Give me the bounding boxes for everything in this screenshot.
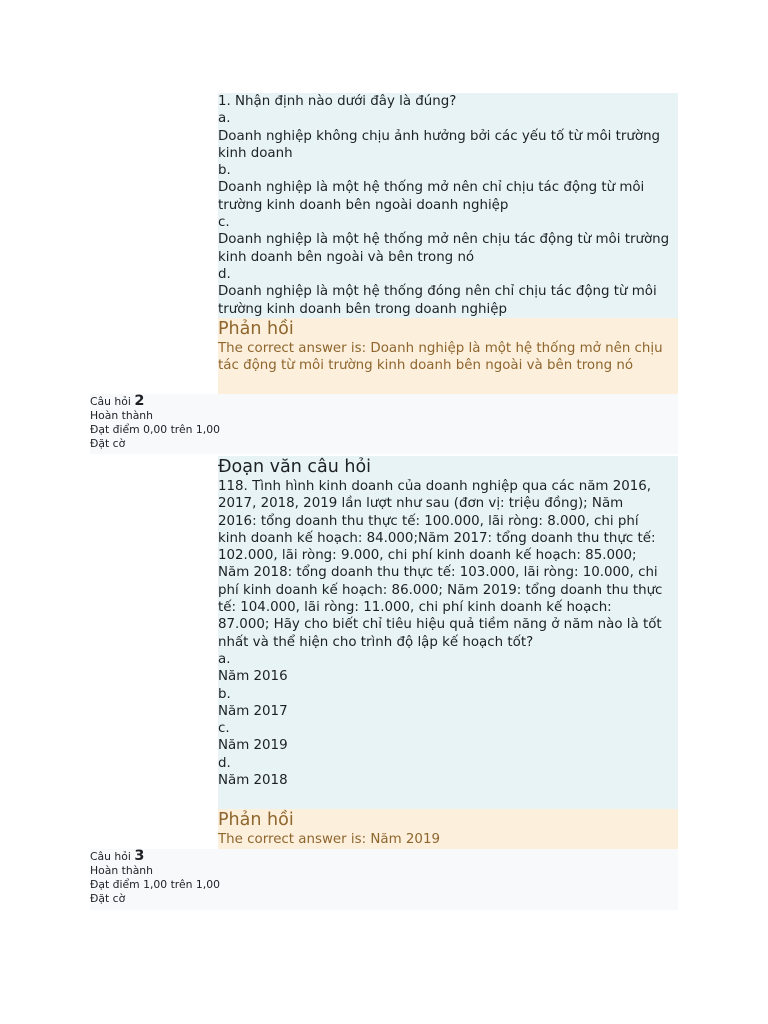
question-number: 3 [134, 848, 145, 864]
question-grade: Đạt điểm 0,00 trên 1,00 [90, 423, 220, 436]
option-b-letter: b. [218, 163, 231, 179]
option-d-letter: d. [218, 266, 231, 282]
flag-question-link[interactable]: Đặt cờ [90, 892, 126, 905]
question-state: Hoàn thành [90, 864, 153, 877]
option-c-text: Doanh nghiệp là một hệ thống mở nên chịu tác động từ môi trường kinh doanh bên ngoài và bên trong nó [218, 232, 670, 265]
question-label: Câu hỏi [90, 395, 131, 408]
question-1-feedback [218, 318, 678, 394]
option-b-text: Doanh nghiệp là một hệ thống mở nên chỉ chịu tác động từ môi trường kinh doanh bên ngoài doanh nghiệp [218, 180, 645, 213]
option-c-letter: c. [218, 721, 230, 737]
section-title: Đoạn văn câu hỏi [218, 457, 372, 477]
question-3-label-line [90, 849, 678, 864]
flag-question-link[interactable]: Đặt cờ [90, 437, 126, 450]
option-a-letter: a. [218, 111, 231, 127]
option-a-text: Năm 2016 [218, 669, 288, 685]
option-c-text: Năm 2019 [218, 738, 288, 754]
question-1-body [218, 93, 674, 318]
option-d-letter: d. [218, 755, 231, 771]
question-grade: Đạt điểm 1,00 trên 1,00 [90, 878, 220, 891]
option-c-letter: c. [218, 215, 230, 231]
question-2-body [218, 478, 666, 789]
option-d-text: Năm 2018 [218, 773, 288, 789]
feedback-title: Phản hồi [218, 810, 294, 830]
question-2-feedback [218, 809, 678, 849]
feedback-text: The correct answer is: Doanh nghiệp là một hệ thống mở nên chịu tác động từ môi trường kinh doanh bên ngoài và bên trong nó [218, 341, 663, 374]
question-2-text: 118. Tình hình kinh doanh của doanh nghiệp qua các năm 2016, 2017, 2018, 2019 lần lượt như sau (đơn vị: triệu đồng); Năm 2016: tổng doanh thu thực tế: 100.000, lãi ròng: 8.000, chi phí kinh doanh kế hoạch: 84.000;Năm 2017: tổng doanh thu thực tế: 102.000, lãi ròng: 9.000, chi phí kinh doanh kế hoạch: 85.000; Năm 2018: tổng doanh thu thực tế: 103.000, lãi ròng: 10.000, chi phí kinh doanh kế hoạch: 86.000; Năm 2019: tổng doanh thu thực tế: 104.000, lãi ròng: 11.000, chi phí kinh doanh kế hoạch: 87.000; Hãy cho biết chỉ tiêu hiệu quả tiềm năng ở năm nào là tốt nhất và thể hiện cho trình độ lập kế hoạch tốt? [218, 479, 663, 650]
question-2-label-line [90, 394, 678, 409]
option-b-letter: b. [218, 686, 231, 702]
question-1-text: 1. Nhận định nào dưới đây là đúng? [218, 94, 457, 109]
option-d-text: Doanh nghiệp là một hệ thống đóng nên chỉ chịu tác động từ môi trường kinh doanh bên trong doanh nghiệp [218, 284, 657, 317]
question-number: 2 [134, 393, 145, 409]
question-3-info [90, 849, 678, 910]
question-2-info [90, 394, 678, 454]
feedback-text: The correct answer is: Năm 2019 [218, 832, 440, 847]
feedback-title: Phản hồi [218, 319, 294, 339]
option-a-text: Doanh nghiệp không chịu ảnh hưởng bởi các yếu tố từ môi trường kinh doanh [218, 128, 661, 161]
option-b-text: Năm 2017 [218, 703, 288, 719]
question-label: Câu hỏi [90, 850, 131, 863]
question-state: Hoàn thành [90, 409, 153, 422]
option-a-letter: a. [218, 651, 231, 667]
